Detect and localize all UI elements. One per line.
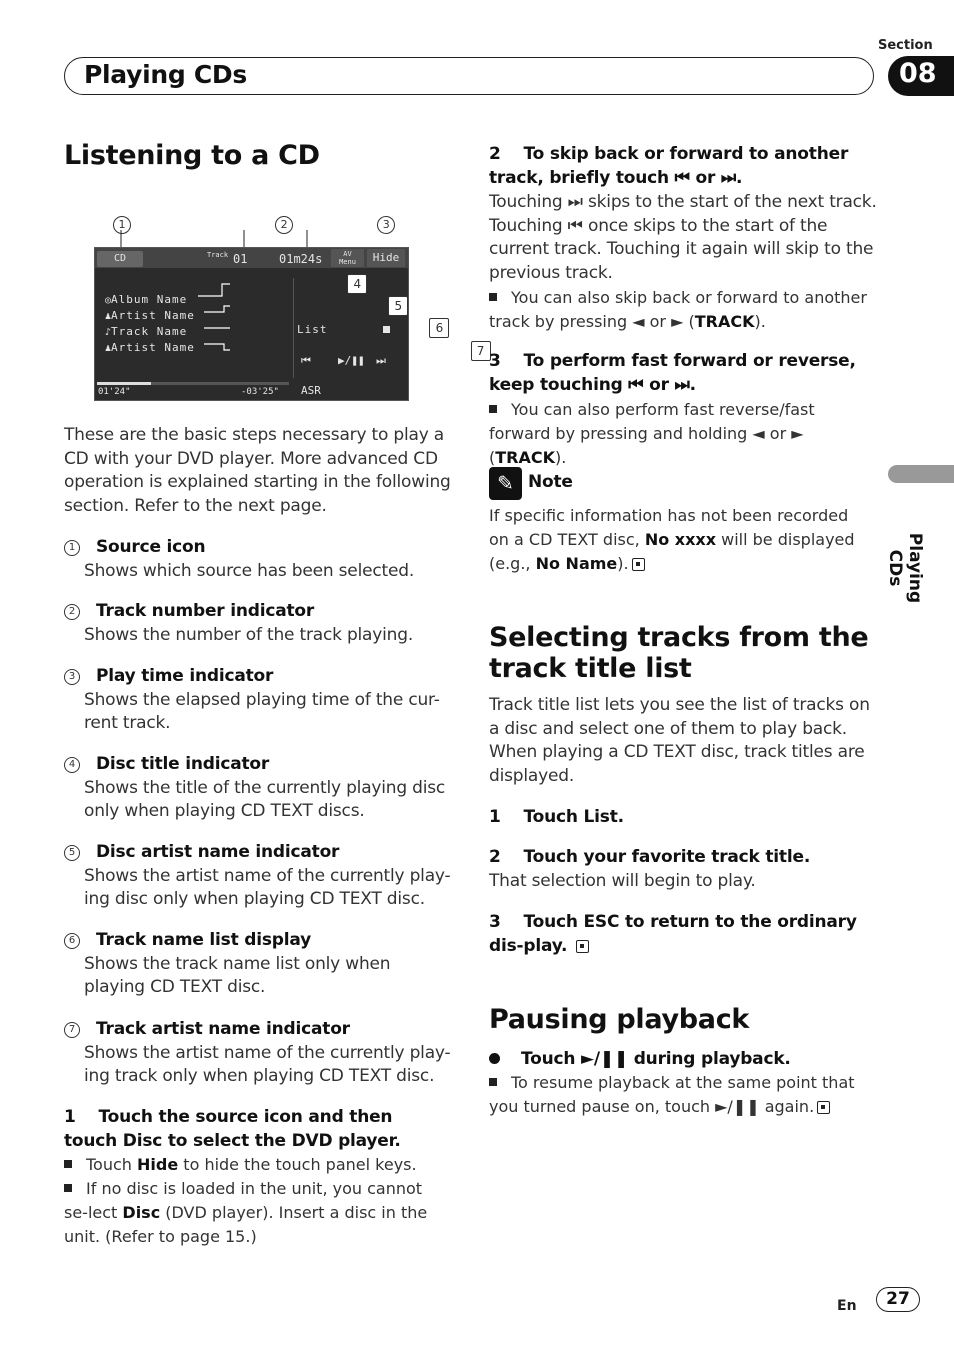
callout-6: 6 (429, 318, 449, 338)
bullet-square (489, 405, 497, 413)
item-disc-artist (64, 841, 454, 912)
item-number: 6 (64, 933, 80, 949)
step2-text: Touching ⏭ skips to the start of the next track. Touching ⏮ once skips to the start of the current track. Touching it again will skip to the previous track. (489, 192, 877, 283)
item-title: Track name list display (96, 930, 311, 950)
step3-heading: 3 To perform fast forward or reverse, keep touching ⏮ or ⏭. (489, 351, 862, 395)
section-title-pausing: Pausing playback (489, 1004, 750, 1035)
callout-3: 3 (377, 216, 395, 234)
item-title: Track artist name indicator (96, 1019, 350, 1039)
item-track-name-list (64, 929, 454, 1000)
sel-step2: 2 Touch your favorite track title. (489, 847, 811, 867)
item-source-icon (64, 536, 454, 583)
remaining-time: -03'25" (241, 387, 279, 397)
item-desc: Shows the elapsed playing time of the cur-rent track. (84, 689, 440, 734)
bullet-text: You can also skip back or forward to another track by pressing ◄ or ► ( (489, 288, 867, 331)
section-label: Section (878, 38, 933, 53)
sel-step1: 1 Touch List. (489, 807, 624, 827)
item-desc: Shows the number of the track playing. (84, 624, 414, 645)
artist-icon: ♟ (105, 311, 112, 322)
bullet-bold: TRACK (694, 312, 755, 331)
step1-bullet-disc (64, 1177, 446, 1249)
av-menu-line2: Menu (339, 258, 356, 266)
note-icon: ✎ (489, 467, 522, 500)
artist-icon: ♟ (105, 343, 112, 354)
bullet-text: To resume playback at the same point that you turned pause on, touch ►/❚❚ again. (489, 1073, 855, 1116)
item-play-time (64, 665, 454, 736)
item-number: 5 (64, 845, 80, 861)
bullet-text: Touch (86, 1155, 138, 1174)
section-number: 08 (899, 58, 937, 89)
item-desc: Shows the artist name of the currently play-ing disc only when playing CD TEXT disc. (84, 865, 451, 910)
bullet-text: If no disc is loaded in the unit, you cannot se-lect (64, 1179, 423, 1222)
note-label: Note (528, 472, 573, 492)
item-desc: Shows the artist name of the currently play-ing track only when playing CD TEXT disc. (84, 1042, 451, 1087)
play-time: 01m24s (279, 252, 323, 266)
note-text-part: If specific information has not been recorded on a CD TEXT disc, (489, 506, 849, 549)
sel-step3-text: 3 Touch ESC to return to the ordinary dis-play. (489, 912, 863, 956)
item-number: 1 (64, 540, 80, 556)
next-track-icon[interactable]: ⏭ (376, 354, 386, 367)
elapsed-time: 01'24" (98, 387, 131, 397)
note-bold: No xxxx (644, 530, 717, 549)
sel-step2-text: That selection will begin to play. (489, 871, 756, 891)
end-mark-icon (632, 558, 645, 571)
item-track-number (64, 600, 454, 647)
asr-button[interactable]: ASR (301, 384, 321, 397)
selecting-intro: Track title list lets you see the list of tracks on a disc and select one of them to play back. When playing a CD TEXT disc, track titles are displayed. (489, 695, 870, 786)
bullet-square (489, 293, 497, 301)
step3-bullet (489, 398, 879, 470)
disc-icon: ◎ (105, 295, 112, 306)
callout-4: 4 (347, 274, 367, 294)
bullet-bold: TRACK (495, 448, 556, 467)
bullet-text: ). (754, 312, 766, 331)
bullet-text: to hide the touch panel keys. (178, 1155, 417, 1174)
bullet-bold: Disc (122, 1203, 161, 1222)
item-number: 2 (64, 604, 80, 620)
end-mark-icon (576, 940, 589, 953)
item-desc: Shows the track name list only when playing CD TEXT disc. (84, 953, 391, 998)
intro-paragraph: These are the basic steps necessary to play a CD with your DVD player. More advanced CD operation is explained starting in the following section. Refer to the next page. (64, 425, 451, 516)
bullet-square (489, 1078, 497, 1086)
item-title: Track number indicator (96, 601, 315, 621)
bullet-bold: Hide (137, 1155, 179, 1174)
footer-lang: En (837, 1298, 857, 1314)
step2-bullet (489, 286, 874, 334)
item-title: Source icon (96, 537, 206, 557)
item-title: Disc artist name indicator (96, 842, 340, 862)
track-number: 01 (233, 252, 248, 266)
bullet-text: (DVD player). Insert a disc in the unit. (Refer to page 15.) (64, 1203, 428, 1246)
note-bold: No Name (535, 554, 618, 573)
end-mark-icon (817, 1101, 830, 1114)
sel-step3 (489, 911, 877, 958)
note-text-part: ). (617, 554, 629, 573)
side-tab-label: Playing CDs (885, 532, 925, 604)
step1-bullet-hide (64, 1153, 454, 1177)
bullet-text: You can also perform fast reverse/fast forward by pressing and holding ◄ or ► ( (489, 400, 815, 467)
section-title-selecting: Selecting tracks from the track title list (489, 622, 869, 684)
prev-track-icon[interactable]: ⏮ (301, 354, 311, 367)
track-artist-text: Artist Name (111, 341, 195, 354)
play-pause-icon[interactable]: ▶/❚❚ (338, 354, 365, 367)
note-text-part: will be displayed (e.g., (489, 530, 855, 573)
side-tab-bar (888, 465, 954, 483)
bullet-dot-icon (489, 1053, 500, 1064)
pause-step (489, 1048, 879, 1072)
bullet-square (64, 1160, 72, 1168)
callout-1: 1 (113, 216, 131, 234)
track-name-text: Track Name (111, 325, 188, 338)
callout-5: 5 (388, 296, 408, 316)
pause-bullet (489, 1071, 879, 1119)
list-button[interactable]: List (297, 323, 328, 336)
item-track-artist (64, 1018, 454, 1089)
step2-heading: 2 To skip back or forward to another track, briefly touch ⏮ or ⏭. (489, 144, 854, 188)
item-desc: Shows the title of the currently playing disc only when playing CD TEXT discs. (84, 777, 446, 822)
callout-2: 2 (275, 216, 293, 234)
album-name-text: Album Name (111, 293, 188, 306)
item-title: Play time indicator (96, 666, 274, 686)
pause-step-text: Touch ►/❚❚ during playback. (521, 1049, 791, 1069)
artist-name-text: Artist Name (111, 309, 195, 322)
item-number: 3 (64, 669, 80, 685)
note-text (489, 504, 869, 576)
item-number: 4 (64, 757, 80, 773)
section-title-listening: Listening to a CD (64, 140, 320, 171)
item-disc-title (64, 753, 454, 824)
av-menu-line1: AV (343, 250, 352, 258)
track-label: Track (207, 251, 229, 259)
bullet-square (64, 1184, 72, 1192)
bullet-text: ). (555, 448, 567, 467)
source-icon-cd[interactable]: CD (97, 251, 143, 267)
step1-heading: 1 Touch the source icon and then touch Disc to select the DVD player. (64, 1107, 401, 1151)
callout-7: 7 (471, 341, 491, 361)
chapter-title: Playing CDs (84, 60, 247, 89)
item-number: 7 (64, 1022, 80, 1038)
item-title: Disc title indicator (96, 754, 270, 774)
note-icon: ♪ (105, 327, 112, 338)
page-number: 27 (886, 1289, 910, 1309)
item-desc: Shows which source has been selected. (84, 560, 415, 581)
hide-button[interactable]: Hide (367, 249, 405, 267)
